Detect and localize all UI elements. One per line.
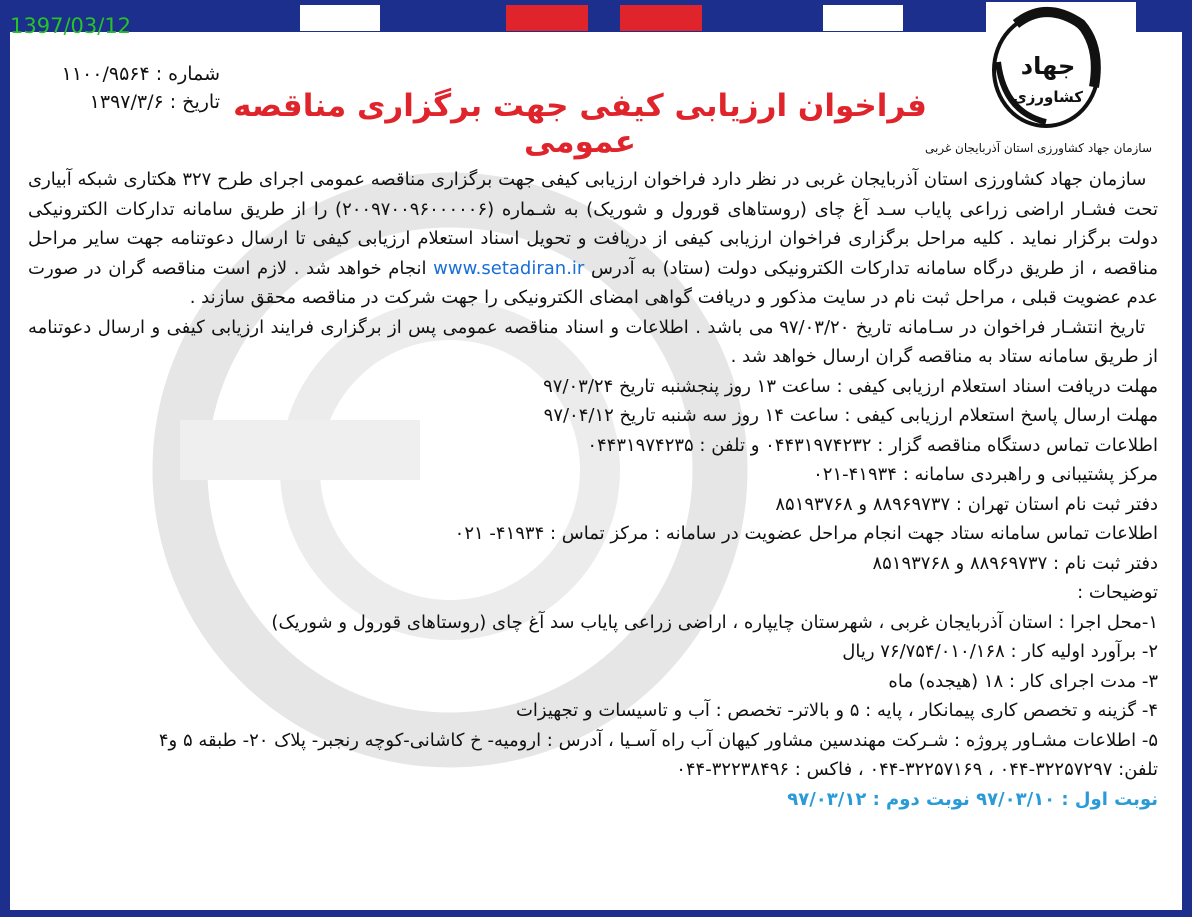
- document-number: شماره : ۱۱۰۰/۹۵۶۴: [61, 63, 220, 85]
- contact-line: تلفن: ۳۲۲۵۷۲۹۷-۰۴۴ ، ۳۲۲۵۷۱۶۹-۰۴۴ ، فاکس : ۳۲۲۳۸۴۹۶-۰۴۴: [676, 759, 1158, 780]
- organization-name: سازمان جهاد کشاورزی استان آذربایجان غربی: [924, 141, 1152, 155]
- document-meta: [45, 60, 220, 116]
- logo-text-top: جهاد: [1020, 52, 1076, 80]
- top-bar-white-block: [300, 5, 380, 31]
- info-line: اطلاعات تماس دستگاه مناقصه گزار : ۰۴۴۳۱۹۷۴۲۳۲ و تلفن : ۰۴۴۳۱۹۷۴۲۳۵: [587, 434, 1158, 456]
- top-bar-red-block: [506, 5, 588, 31]
- stamp-date: 1397/03/12: [10, 14, 132, 38]
- note-item: ۱-محل اجرا : استان آذربایجان غربی ، شهرستان چایپاره ، اراضی زراعی پایاب سد آغ چای (روستاهای قورول و شوریک): [271, 611, 1158, 633]
- info-line: مرکز پشتیبانی و راهبردی سامانه : ۴۱۹۳۴-۰۲۱: [813, 464, 1158, 485]
- paragraph-intro-part-b: انجام خواهد شد . لازم است مناقصه گران در صورت عدم عضویت قبلی ، مراحل ثبت نام در سایت مذکور و دریافت گواهی امضای الکترونیکی را جهت شرکت در مناقصه محقق سازند .: [28, 257, 1158, 308]
- document-date: تاریخ : ۱۳۹۷/۳/۶: [89, 91, 220, 113]
- info-line: مهلت ارسال پاسخ استعلام ارزیابی کیفی : ساعت ۱۴ روز سه شنبه تاریخ ۹۷/۰۴/۱۲: [543, 405, 1158, 426]
- logo-emblem-icon: [986, 2, 1136, 142]
- publication-notice: نوبت اول : ۹۷/۰۳/۱۰ نوبت دوم : ۹۷/۰۳/۱۲: [787, 788, 1158, 810]
- note-item: ۵- اطلاعات مشـاور پروژه : شـرکت مهندسین مشاور کیهان آب راه آسـیا ، آدرس : ارومیه- خ کاشانی-کوچه رنجبر- پلاک ۲۰- طبقه ۵ و۴: [158, 729, 1158, 751]
- note-item: ۲- برآورد اولیه کار : ۷۶/۷۵۴/۰۱۰/۱۶۸ ریال: [842, 641, 1158, 662]
- info-line: اطلاعات تماس سامانه ستاد جهت انجام مراحل عضویت در سامانه : مرکز تماس : ۴۱۹۳۴- ۰۲۱: [454, 523, 1158, 544]
- setadiran-link[interactable]: www.setadiran.ir: [433, 257, 585, 279]
- paragraph-intro-part-a: سازمان جهاد کشاورزی استان آذربایجان غربی در نظر دارد فراخوان ارزیابی کیفی جهت برگزاری مناقصه عمومی اجرای طرح ۳۲۷ هکتاری شبکه آبیاری تحت فشـار اراضی زراعی پایاب سـد آغ چای (روستاهای قورول و شوریک) به شـماره (۲۰۰۹۷۰۰۹۶۰۰۰۰۰۶) را از طریق سامانه تدارکات الکترونیکی دولت برگزار نماید . کلیه مراحل برگزاری فراخوان ارزیابی کیفی از دریافت و تحویل اسناد استعلام ارزیابی کیفی تا ارسال دعوتنامه جهت سایر مراحل مناقصه ، از طریق درگاه سامانه تدارکات الکترونیکی دولت (ستاد) به آدرس: [28, 169, 1159, 279]
- logo-text-bottom: کشاورزی: [1013, 88, 1083, 106]
- paragraph-publication: [28, 313, 1158, 372]
- page-title: فراخوان ارزیابی کیفی جهت برگزاری مناقصه عمومی: [233, 88, 927, 160]
- logo: [986, 2, 1136, 142]
- announcement-body: [28, 165, 1158, 814]
- note-item: ۳- مدت اجرای کار : ۱۸ (هیجده) ماه: [888, 670, 1158, 692]
- top-bar-white-block: [823, 5, 903, 31]
- info-line: دفتر ثبت نام استان تهران : ۸۸۹۶۹۷۳۷ و ۸۵۱۹۳۷۶۸: [775, 493, 1158, 515]
- notes-heading: توضیحات :: [1077, 582, 1158, 603]
- top-bar-red-block: [620, 5, 702, 31]
- info-line: مهلت دریافت اسناد استعلام ارزیابی کیفی : ساعت ۱۳ روز پنجشنبه تاریخ ۹۷/۰۳/۲۴: [543, 375, 1158, 397]
- paragraph-publication-text: تاریخ انتشـار فراخوان در سـامانه تاریخ ۹۷/۰۳/۲۰ می باشد . اطلاعات و اسناد مناقصه عمومی پس از برگزاری فرایند ارزیابی کیفی و ارسال دعوتنامه از طریق سامانه ستاد به مناقصه گران ارسال خواهد شد .: [28, 316, 1158, 367]
- paragraph-intro: [28, 165, 1158, 313]
- note-item: ۴- گزینه و تخصص کاری پیمانکار ، پایه : ۵ و بالاتر- تخصص : آب و تاسیسات و تجهیزات: [515, 700, 1158, 721]
- info-line: دفتر ثبت نام : ۸۸۹۶۹۷۳۷ و ۸۵۱۹۳۷۶۸: [872, 552, 1158, 574]
